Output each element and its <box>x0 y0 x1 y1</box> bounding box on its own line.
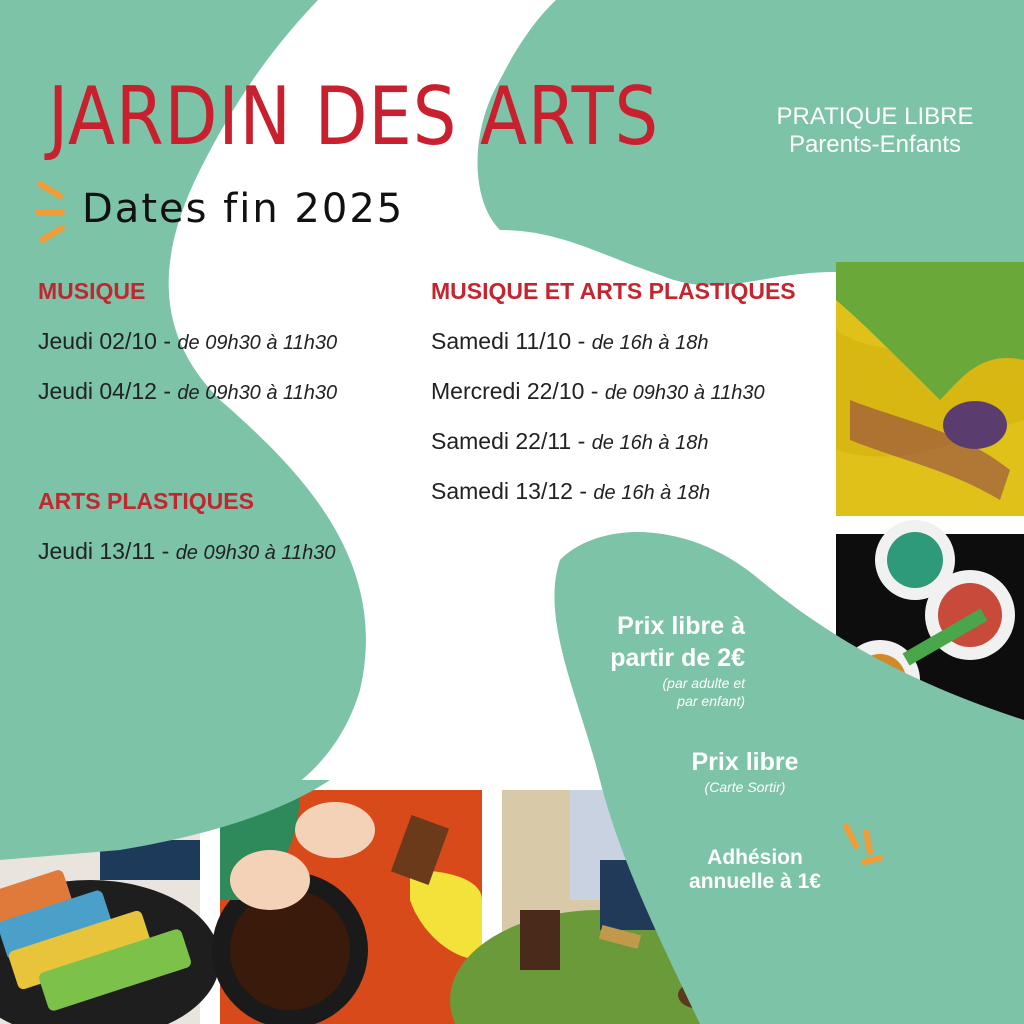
price-note: par enfant) <box>677 693 745 709</box>
time-label: de 16h à 18h <box>591 432 709 454</box>
photo-guitar <box>212 790 482 1024</box>
section-heading-musique: MUSIQUE <box>38 278 146 304</box>
date-row: Samedi 11/10 - de 16h à 18h <box>431 328 709 354</box>
price-block-2 <box>640 746 850 796</box>
date-row: Jeudi 02/10 - de 09h30 à 11h30 <box>38 328 338 354</box>
date-row: Samedi 22/11 - de 16h à 18h <box>431 428 709 454</box>
price-note: (Carte Sortir) <box>704 779 786 795</box>
date-label: Samedi 22/11 <box>431 428 572 454</box>
date-label: Samedi 11/10 <box>431 328 572 354</box>
price-line: partir de 2€ <box>610 644 745 672</box>
photo-painting-hand <box>836 262 1024 516</box>
page-title: JARDIN DES ARTS <box>48 70 660 163</box>
tagline <box>735 103 1015 159</box>
section-heading-arts-plastiques: ARTS PLASTIQUES <box>38 488 254 514</box>
time-label: de 09h30 à 11h30 <box>175 542 336 564</box>
date-label: Mercredi 22/10 <box>431 378 585 404</box>
tagline-line: PRATIQUE LIBRE <box>776 103 974 130</box>
price-block-1 <box>560 610 745 710</box>
time-label: de 09h30 à 11h30 <box>177 332 338 354</box>
page-subtitle: Dates fin 2025 <box>82 186 405 232</box>
date-label: Jeudi 02/10 <box>38 328 157 354</box>
time-label: de 09h30 à 11h30 <box>177 382 338 404</box>
time-label: de 16h à 18h <box>591 332 709 354</box>
time-label: de 09h30 à 11h30 <box>604 382 765 404</box>
membership-line: Adhésion <box>707 846 803 869</box>
membership-line: annuelle à 1€ <box>689 870 821 893</box>
date-row: Mercredi 22/10 - de 09h30 à 11h30 <box>431 378 765 404</box>
date-row: Samedi 13/12 - de 16h à 18h <box>431 478 711 504</box>
date-label: Jeudi 13/11 <box>38 538 156 564</box>
price-line: Prix libre <box>691 748 799 776</box>
date-row: Jeudi 04/12 - de 09h30 à 11h30 <box>38 378 338 404</box>
price-line: Prix libre à <box>617 612 745 640</box>
section-heading-musique-arts: MUSIQUE ET ARTS PLASTIQUES <box>431 278 796 304</box>
price-note: (par adulte et <box>662 675 745 691</box>
date-row: Jeudi 13/11 - de 09h30 à 11h30 <box>38 538 336 564</box>
date-label: Jeudi 04/12 <box>38 378 157 404</box>
time-label: de 16h à 18h <box>593 482 711 504</box>
tagline-line: Parents-Enfants <box>788 131 962 158</box>
date-label: Samedi 13/12 <box>431 478 573 504</box>
membership-block <box>680 846 830 894</box>
